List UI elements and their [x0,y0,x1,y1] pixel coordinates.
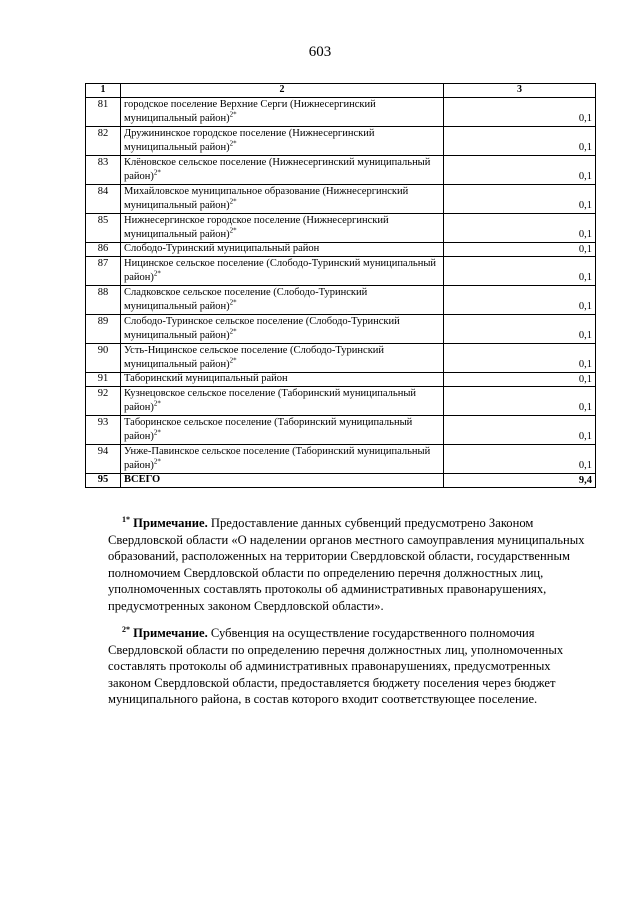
table-row [86,416,596,445]
row-value: 0,1 [444,445,596,474]
row-value: 0,1 [444,373,596,387]
row-name [121,315,444,344]
row-value: 0,1 [444,257,596,286]
row-number: 93 [86,416,121,445]
footnote-marker: 2* [153,457,161,466]
row-value: 0,1 [444,416,596,445]
row-name-text: городское поселение Верхние Серги (Нижнесергинский муниципальный район) [124,99,376,124]
footnote-marker: 2* [153,168,161,177]
footnote-marker: 2* [153,269,161,278]
row-number: 92 [86,387,121,416]
footnote-marker: 2* [229,139,237,148]
table-header-row [86,84,596,98]
row-number: 87 [86,257,121,286]
table-row [86,286,596,315]
table-row [86,156,596,185]
row-name-text: Таборинское сельское поселение (Таборинский муниципальный район) [124,417,413,442]
note-text: Предоставление данных субвенций предусмотрено Законом Свердловской области «О наделении органов местного самоуправления муниципальных образований, расположенных на территории Свердловской области, государственным полномочием Свердловской области по определению перечня должностных лиц, уполномоченных составлять протоколы об административных правонарушениях, предусмотренных законом Свердловской области». [108,516,585,613]
row-name-text: Клёновское сельское поселение (Нижнесергинский муниципальный район) [124,157,431,182]
column-header-number: 1 [86,84,121,98]
footnote-marker: 2* [229,298,237,307]
row-name-text: Усть-Ницинское сельское поселение (Слободо-Туринский муниципальный район) [124,345,385,370]
row-name [121,387,444,416]
row-name [121,127,444,156]
row-name-text: Нижнесергинское городское поселение (Нижнесергинский муниципальный район) [124,215,389,240]
row-value: 0,1 [444,185,596,214]
footnote-marker: 2* [229,226,237,235]
footnote-marker: 2* [153,428,161,437]
note-label: Примечание. [133,516,208,531]
row-value: 0,1 [444,243,596,257]
row-number: 84 [86,185,121,214]
row-number: 85 [86,214,121,243]
footnote-marker: 2* [153,399,161,408]
row-number: 94 [86,445,121,474]
column-header-name: 2 [121,84,444,98]
table-row [86,373,596,387]
row-number: 86 [86,243,121,257]
note-marker: 2* [122,625,130,635]
footnote-marker: 2* [229,197,237,206]
row-name [121,257,444,286]
note-1 [108,512,596,614]
row-name-text: ВСЕГО [124,474,161,485]
row-number: 90 [86,344,121,373]
footnote-marker: 2* [229,356,237,365]
row-value: 0,1 [444,315,596,344]
note-label: Примечание. [133,626,208,641]
table-row [86,387,596,416]
table-row [86,185,596,214]
table-row [86,243,596,257]
table-row [86,315,596,344]
row-name-text: Слободо-Туринский муниципальный район [124,243,320,254]
row-name [121,474,444,488]
row-number: 91 [86,373,121,387]
row-number: 89 [86,315,121,344]
page-number: 603 [308,44,332,60]
row-name [121,373,444,387]
footnote-marker: 2* [229,110,237,119]
row-name-text: Дружининское городское поселение (Нижнесергинский муниципальный район) [124,128,375,153]
row-value: 0,1 [444,286,596,315]
row-value: 9,4 [444,474,596,488]
table-row [86,344,596,373]
row-name [121,344,444,373]
row-name-text: Кузнецовское сельское поселение (Таборинский муниципальный район) [124,388,417,413]
row-value: 0,1 [444,344,596,373]
footnote-marker: 2* [229,327,237,336]
table-row [86,445,596,474]
row-name [121,445,444,474]
table-row [86,214,596,243]
row-name-text: Унже-Павинское сельское поселение (Таборинский муниципальный район) [124,446,431,471]
row-name-text: Михайловское муниципальное образование (Нижнесергинский муниципальный район) [124,186,409,211]
row-name [121,98,444,127]
note-text: Субвенция на осуществление государственного полномочия Свердловской области по определению перечня должностных лиц, уполномоченных составлять протоколы об административных правонарушениях, предусмотренных законом Свердловской области, предоставляется бюджету поселения через бюджет муниципального района, в состав которого входит соответствующее поселение. [108,626,564,707]
row-name [121,156,444,185]
row-name [121,243,444,257]
table-row [86,98,596,127]
row-name [121,185,444,214]
note-2 [108,622,596,708]
row-name [121,416,444,445]
row-value: 0,1 [444,98,596,127]
row-name-text: Сладковское сельское поселение (Слободо-Туринский муниципальный район) [124,287,368,312]
table-total-row [86,474,596,488]
note-marker: 1* [122,515,130,524]
row-number: 88 [86,286,121,315]
row-number: 81 [86,98,121,127]
row-value: 0,1 [444,387,596,416]
table-row [86,257,596,286]
row-number: 83 [86,156,121,185]
row-number: 82 [86,127,121,156]
row-name [121,286,444,315]
column-header-value: 3 [444,84,596,98]
row-name-text: Таборинский муниципальный район [124,373,288,384]
row-value: 0,1 [444,214,596,243]
row-value: 0,1 [444,156,596,185]
row-value: 0,1 [444,127,596,156]
row-name [121,214,444,243]
row-name-text: Ницинское сельское поселение (Слободо-Туринский муниципальный район) [124,258,437,283]
subvention-table [85,83,596,488]
row-name-text: Слободо-Туринское сельское поселение (Слободо-Туринский муниципальный район) [124,316,400,341]
table-body [86,98,596,488]
row-number: 95 [86,474,121,488]
table-row [86,127,596,156]
notes-section [108,512,596,716]
